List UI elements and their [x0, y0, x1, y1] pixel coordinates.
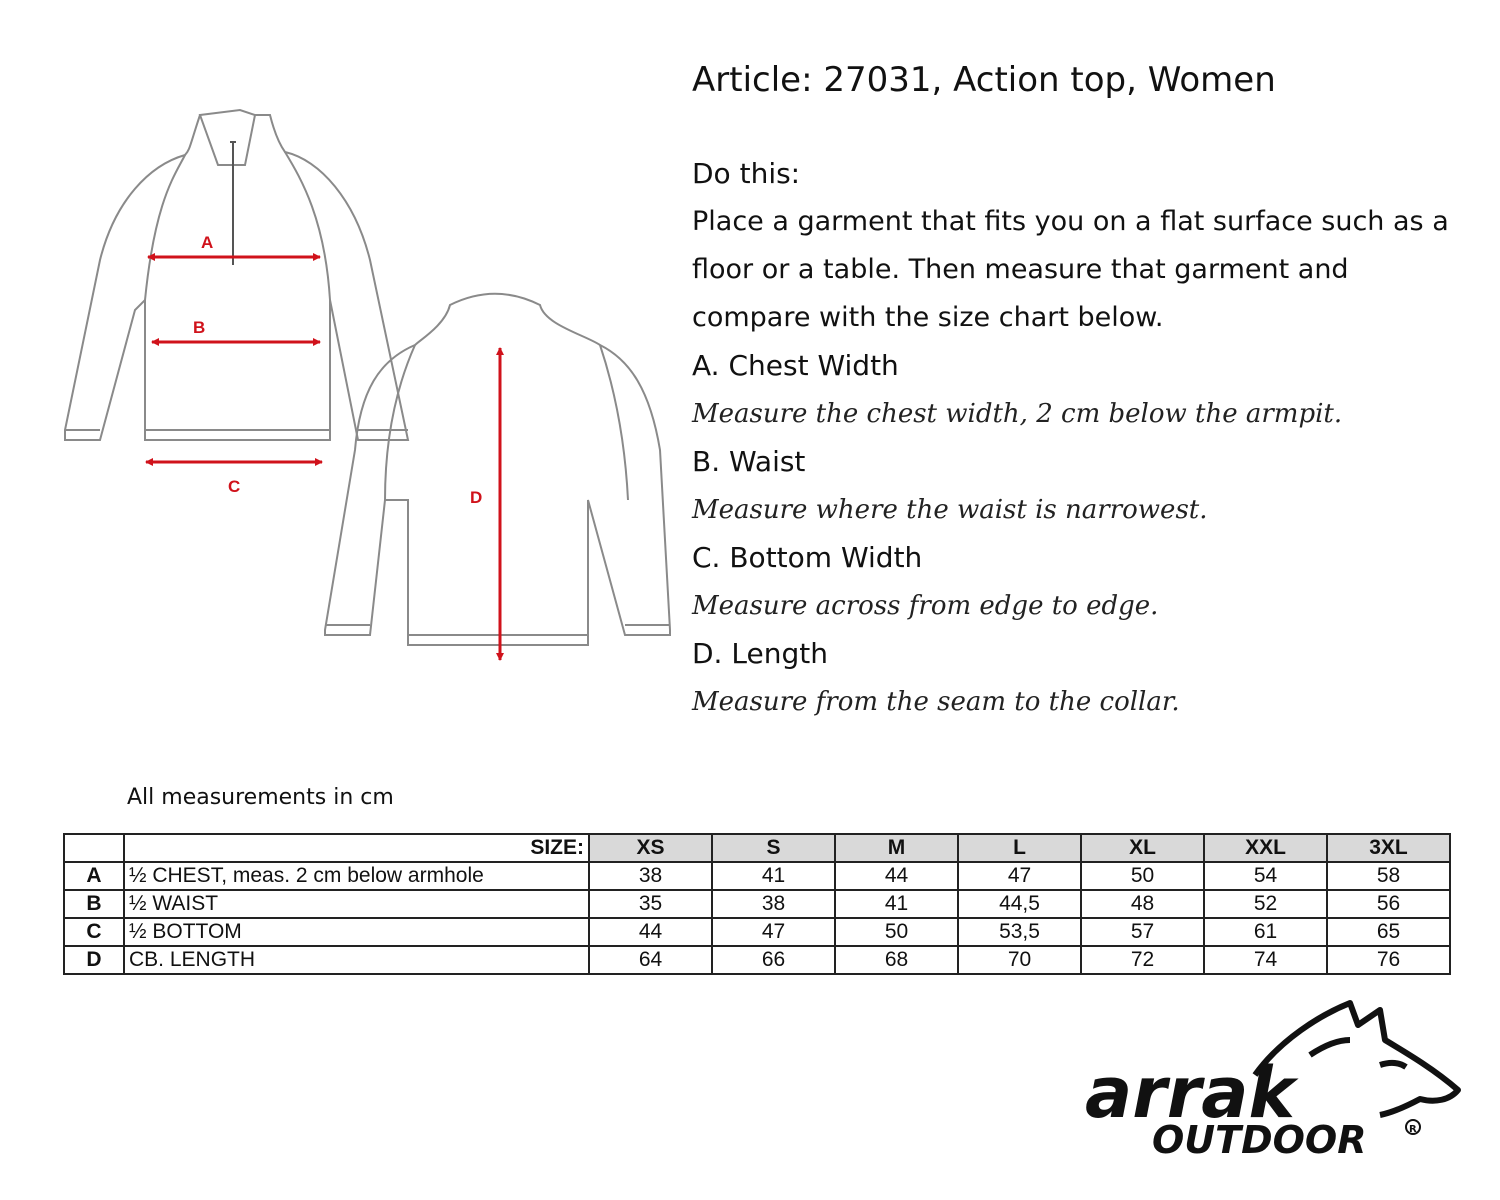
- intro-heading: Do this:: [692, 157, 801, 190]
- registered-letter: R: [1409, 1124, 1417, 1135]
- row-label: ½ BOTTOM: [124, 918, 589, 946]
- label-a: A: [201, 233, 214, 252]
- table-cell: 35: [589, 890, 712, 918]
- units-note: All measurements in cm: [127, 785, 394, 810]
- label-c: C: [228, 477, 241, 496]
- table-cell: 41: [835, 890, 958, 918]
- table-cell: 44: [835, 862, 958, 890]
- table-cell: 54: [1204, 862, 1327, 890]
- table-cell: 41: [712, 862, 835, 890]
- table-cell: 74: [1204, 946, 1327, 974]
- table-cell: 38: [712, 890, 835, 918]
- article-title: Article: 27031, Action top, Women: [692, 60, 1276, 100]
- table-cell: 76: [1327, 946, 1450, 974]
- table-cell: 58: [1327, 862, 1450, 890]
- table-cell: 64: [589, 946, 712, 974]
- table-cell: 65: [1327, 918, 1450, 946]
- row-letter: C: [64, 918, 124, 946]
- size-chart-table: [63, 833, 1451, 975]
- table-cell: 57: [1081, 918, 1204, 946]
- front-garment: [65, 110, 408, 440]
- table-cell: 47: [712, 918, 835, 946]
- row-label: ½ CHEST, meas. 2 cm below armhole: [124, 862, 589, 890]
- table-row: [64, 890, 1450, 918]
- instructions: [692, 150, 1472, 726]
- table-cell: 72: [1081, 946, 1204, 974]
- table-cell: 70: [958, 946, 1081, 974]
- table-cell: 50: [1081, 862, 1204, 890]
- item-text-chest: Measure the chest width, 2 cm below the armpit.: [692, 399, 1343, 429]
- table-row: [64, 862, 1450, 890]
- table-cell: 50: [835, 918, 958, 946]
- table-cell: 68: [835, 946, 958, 974]
- table-cell: 44: [589, 918, 712, 946]
- intro-line: floor or a table. Then measure that garment and: [692, 254, 1349, 285]
- row-letter: D: [64, 946, 124, 974]
- arrow-d: [470, 348, 500, 660]
- table-cell: 44,5: [958, 890, 1081, 918]
- row-label: CB. LENGTH: [124, 946, 589, 974]
- arrak-outdoor-logo: [1080, 995, 1470, 1165]
- item-heading-chest: A. Chest Width: [692, 349, 899, 382]
- table-row: [64, 946, 1450, 974]
- size-header-cell: M: [835, 834, 958, 862]
- item-text-bottom: Measure across from edge to edge.: [692, 591, 1159, 621]
- item-heading-length: D. Length: [692, 637, 828, 670]
- logo-word: arrak: [1085, 1052, 1296, 1134]
- table-cell: 38: [589, 862, 712, 890]
- logo-sub: OUTDOOR: [1152, 1118, 1367, 1162]
- garment-illustration: [40, 90, 690, 690]
- table-cell: [64, 834, 124, 862]
- size-header-cell: XS: [589, 834, 712, 862]
- row-label: ½ WAIST: [124, 890, 589, 918]
- row-letter: B: [64, 890, 124, 918]
- table-row: [64, 918, 1450, 946]
- size-header-cell: XL: [1081, 834, 1204, 862]
- item-text-waist: Measure where the waist is narrowest.: [692, 495, 1208, 525]
- item-heading-waist: B. Waist: [692, 445, 806, 478]
- size-header-cell: L: [958, 834, 1081, 862]
- size-label-cell: SIZE:: [124, 834, 589, 862]
- arrow-c: [146, 462, 322, 496]
- size-header-cell: S: [712, 834, 835, 862]
- table-cell: 53,5: [958, 918, 1081, 946]
- table-cell: 48: [1081, 890, 1204, 918]
- label-d: D: [470, 488, 483, 507]
- arrow-b: [152, 318, 320, 342]
- table-cell: 61: [1204, 918, 1327, 946]
- intro-line: Place a garment that fits you on a flat surface such as a: [692, 206, 1449, 237]
- table-header-row: [64, 834, 1450, 862]
- table-cell: 52: [1204, 890, 1327, 918]
- table-cell: 56: [1327, 890, 1450, 918]
- item-heading-bottom: C. Bottom Width: [692, 541, 923, 574]
- intro-line: compare with the size chart below.: [692, 302, 1164, 333]
- table-cell: 47: [958, 862, 1081, 890]
- item-text-length: Measure from the seam to the collar.: [692, 687, 1180, 717]
- size-header-cell: 3XL: [1327, 834, 1450, 862]
- size-header-cell: XXL: [1204, 834, 1327, 862]
- back-garment: [325, 294, 670, 645]
- row-letter: A: [64, 862, 124, 890]
- table-cell: 66: [712, 946, 835, 974]
- label-b: B: [193, 318, 206, 337]
